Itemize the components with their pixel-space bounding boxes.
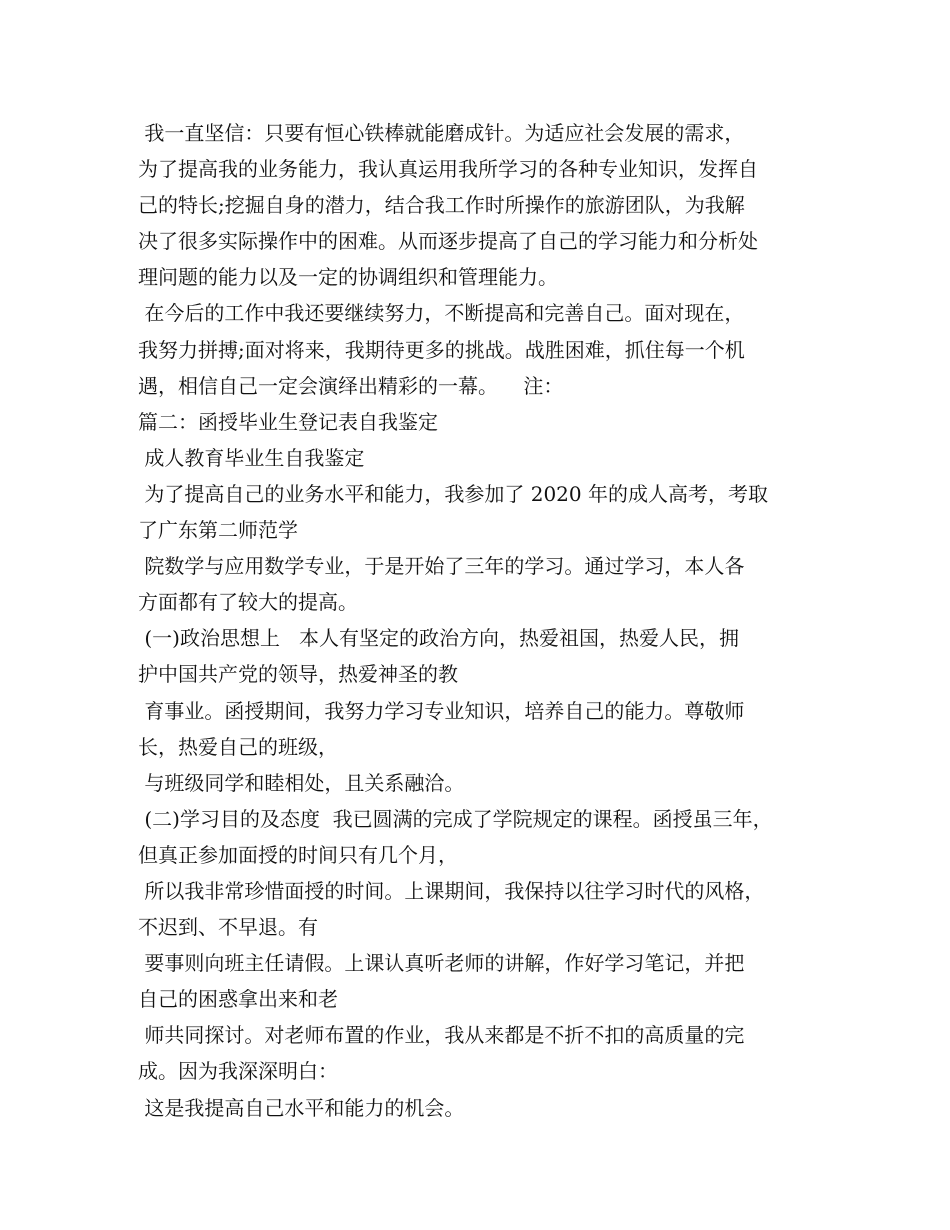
text-line: 自己的困惑拿出来和老 <box>138 987 338 1012</box>
text-line: 方面都有了较大的提高。 <box>138 590 358 615</box>
text-line: 护中国共产党的领导，热爱神圣的教 <box>138 662 458 687</box>
text-line: 师共同探讨。对老师布置的作业，我从来都是不折不扣的高质量的完 <box>138 1023 745 1048</box>
section-subheading: 成人教育毕业生自我鉴定 <box>138 445 365 470</box>
document-body <box>138 115 828 1126</box>
text-line: 育事业。函授期间，我努力学习专业知识，培养自己的能力。尊敬师 <box>138 698 745 723</box>
section-heading: 篇二：函授毕业生登记表自我鉴定 <box>138 409 438 434</box>
text-line: 长，热爱自己的班级， <box>138 734 338 759</box>
text-line: 但真正参加面授的时间只有几个月， <box>138 842 458 867</box>
text-line: (一)政治思想上 本人有坚定的政治方向，热爱祖国，热爱人民，拥 <box>138 626 740 651</box>
text-line: 了广东第二师范学 <box>138 518 298 543</box>
text-line: 所以我非常珍惜面授的时间。上课期间，我保持以往学习时代的风格， <box>138 878 765 903</box>
text-line: 成。因为我深深明白： <box>138 1059 338 1084</box>
text-line: 我一直坚信：只要有恒心铁棒就能磨成针。为适应社会发展的需求， <box>138 121 745 145</box>
text-line: 这是我提高自己水平和能力的机会。 <box>138 1095 465 1120</box>
text-line: 不迟到、不早退。有 <box>138 915 318 940</box>
text-line: 为了提高自己的业务水平和能力，我参加了 2020 年的成人高考，考取 <box>138 481 768 506</box>
text-line: 在今后的工作中我还要继续努力，不断提高和完善自己。面对现在， <box>138 301 745 326</box>
text-line: 要事则向班主任请假。上课认真听老师的讲解，作好学习笔记，并把 <box>138 951 745 976</box>
text-line: 己的特长;挖掘自身的潜力，结合我工作时所操作的旅游团队，为我解 <box>138 193 745 218</box>
text-line: 决了很多实际操作中的困难。从而逐步提高了自己的学习能力和分析处 <box>138 229 758 254</box>
text-line: 遇，相信自己一定会演绎出精彩的一幕。 注： <box>138 373 564 398</box>
text-line: 理问题的能力以及一定的协调组织和管理能力。 <box>138 265 558 290</box>
text-line: 为了提高我的业务能力，我认真运用我所学习的各种专业知识，发挥自 <box>138 157 758 182</box>
text-line: (二)学习目的及态度 我已圆满的完成了学院规定的课程。函授虽三年， <box>138 806 773 831</box>
text-line: 与班级同学和睦相处，且关系融洽。 <box>138 770 465 795</box>
text-line: 我努力拼搏;面对将来，我期待更多的挑战。战胜困难，抓住每一个机 <box>138 337 745 362</box>
text-line: 院数学与应用数学专业，于是开始了三年的学习。通过学习，本人各 <box>138 554 745 579</box>
